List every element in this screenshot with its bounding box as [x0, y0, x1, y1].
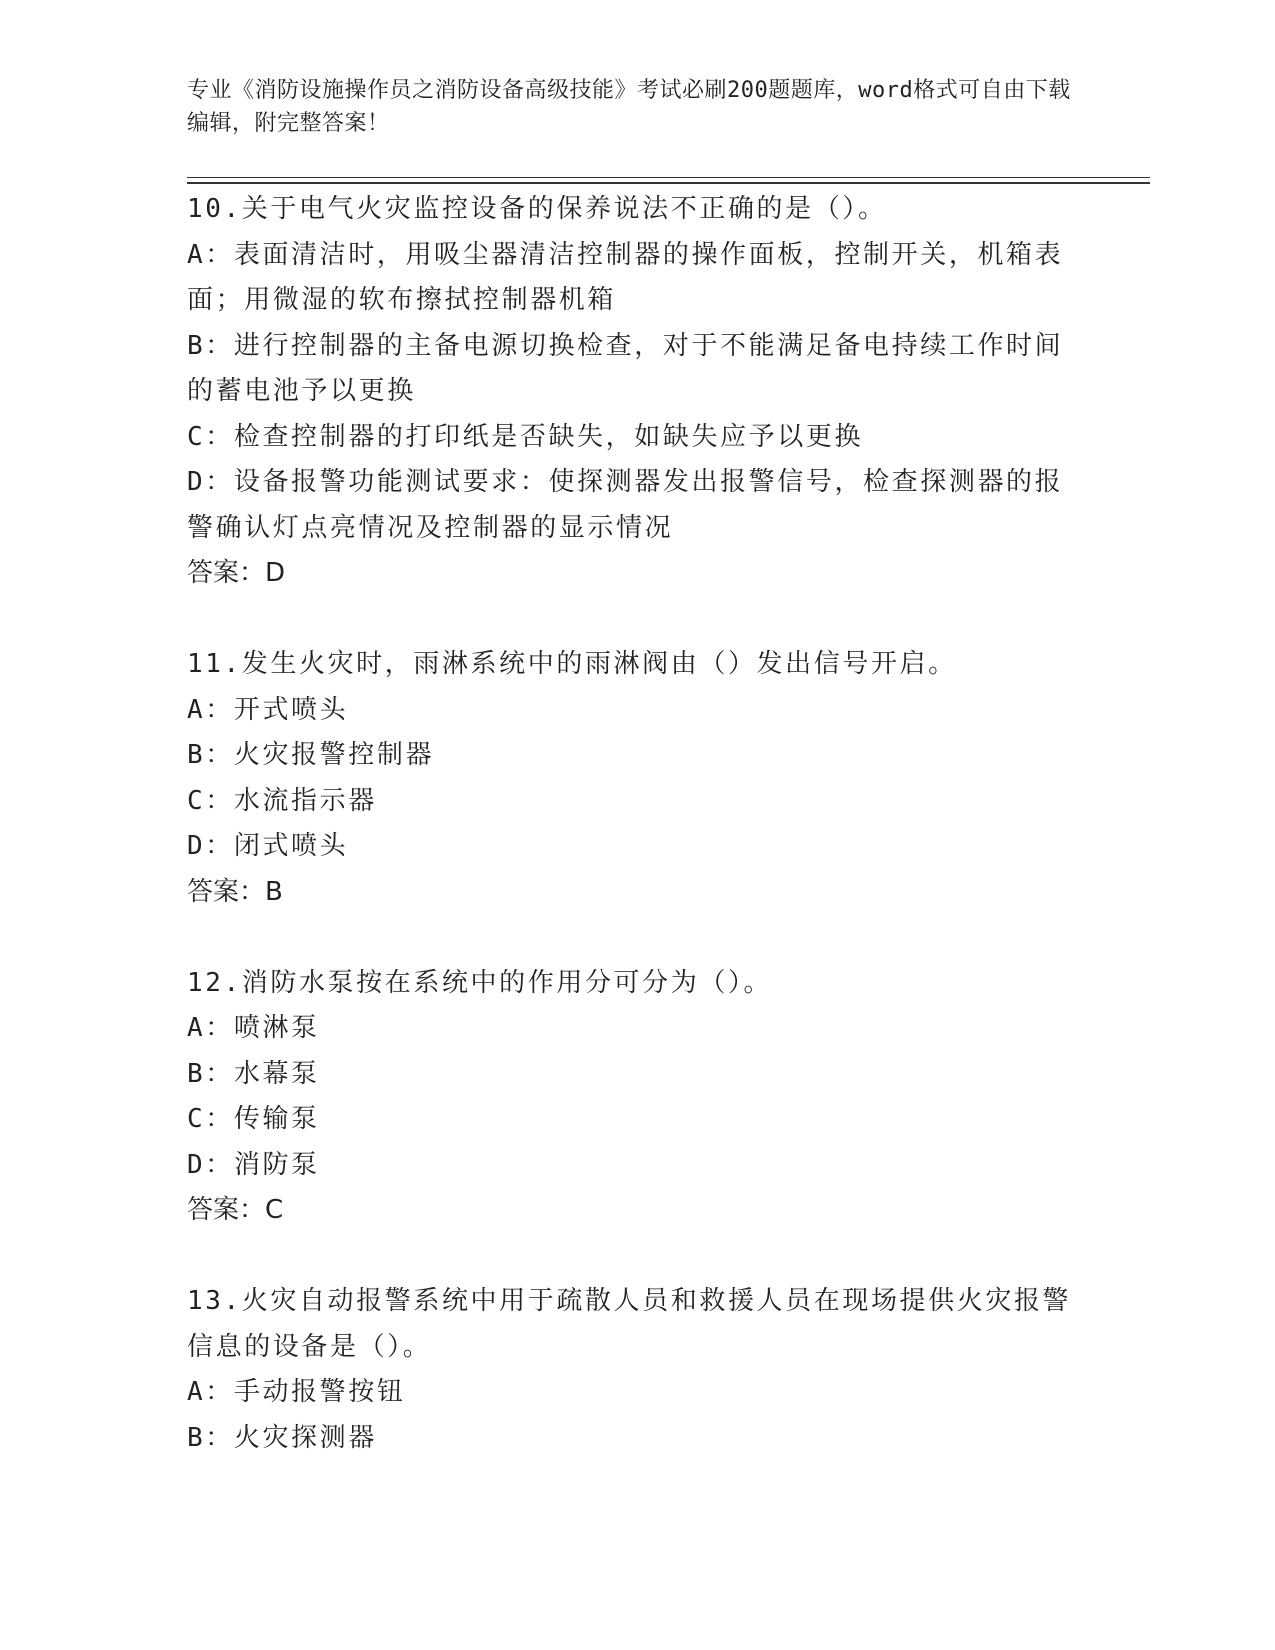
answer-line: 答案：C	[187, 1195, 284, 1225]
option-a: A：开式喷头	[187, 694, 349, 725]
question-gap	[187, 597, 1087, 643]
option-a: A：喷淋泵	[187, 1013, 320, 1043]
option-b: B：火灾探测器	[187, 1422, 377, 1453]
question-stem: 10.关于电气火灾监控设备的保养说法不正确的是（）。	[187, 194, 887, 224]
option-b: B：水幕泵	[187, 1058, 320, 1089]
question-stem: 12.消防水泵按在系统中的作用分可分为（）。	[187, 967, 773, 998]
question-stem: 11.发生火灾时，雨淋系统中的雨淋阀由（）发出信号开启。	[187, 649, 957, 679]
option-c: C：水流指示器	[187, 785, 377, 816]
question-13	[187, 1279, 1087, 1461]
header-divider-thin	[187, 177, 1150, 178]
document-header: 专业《消防设施操作员之消防设备高级技能》考试必刷200题题库，word格式可自由下载编辑，附完整答案！	[187, 78, 1071, 136]
answer-line: 答案：B	[187, 876, 283, 907]
header-divider-thick	[187, 182, 1150, 184]
option-c: C：检查控制器的打印纸是否缺失，如缺失应予以更换	[187, 421, 864, 452]
option-a: A：表面清洁时，用吸尘器清洁控制器的操作面板，控制开关，机箱表面；用微湿的软布擦拭控制器机箱	[187, 239, 1064, 315]
question-list	[187, 187, 1087, 1461]
option-d: D：设备报警功能测试要求：使探测器发出报警信号，检查探测器的报警确认灯点亮情况及控制器的显示情况	[187, 467, 1064, 543]
option-b: B：火灾报警控制器	[187, 740, 435, 770]
option-d: D：闭式喷头	[187, 831, 349, 861]
option-b: B：进行控制器的主备电源切换检查，对于不能满足备电持续工作时间的蓄电池予以更换	[187, 330, 1064, 406]
answer-line: 答案：D	[187, 558, 286, 588]
option-d: D：消防泵	[187, 1149, 320, 1180]
question-stem: 13.火灾自动报警系统中用于疏散人员和救援人员在现场提供火灾报警信息的设备是（）。	[187, 1286, 1072, 1362]
question-gap	[187, 915, 1087, 961]
question-10	[187, 187, 1087, 597]
option-c: C：传输泵	[187, 1104, 320, 1134]
question-12	[187, 961, 1087, 1234]
question-11	[187, 642, 1087, 915]
option-a: A：手动报警按钮	[187, 1377, 406, 1407]
question-gap	[187, 1234, 1087, 1280]
